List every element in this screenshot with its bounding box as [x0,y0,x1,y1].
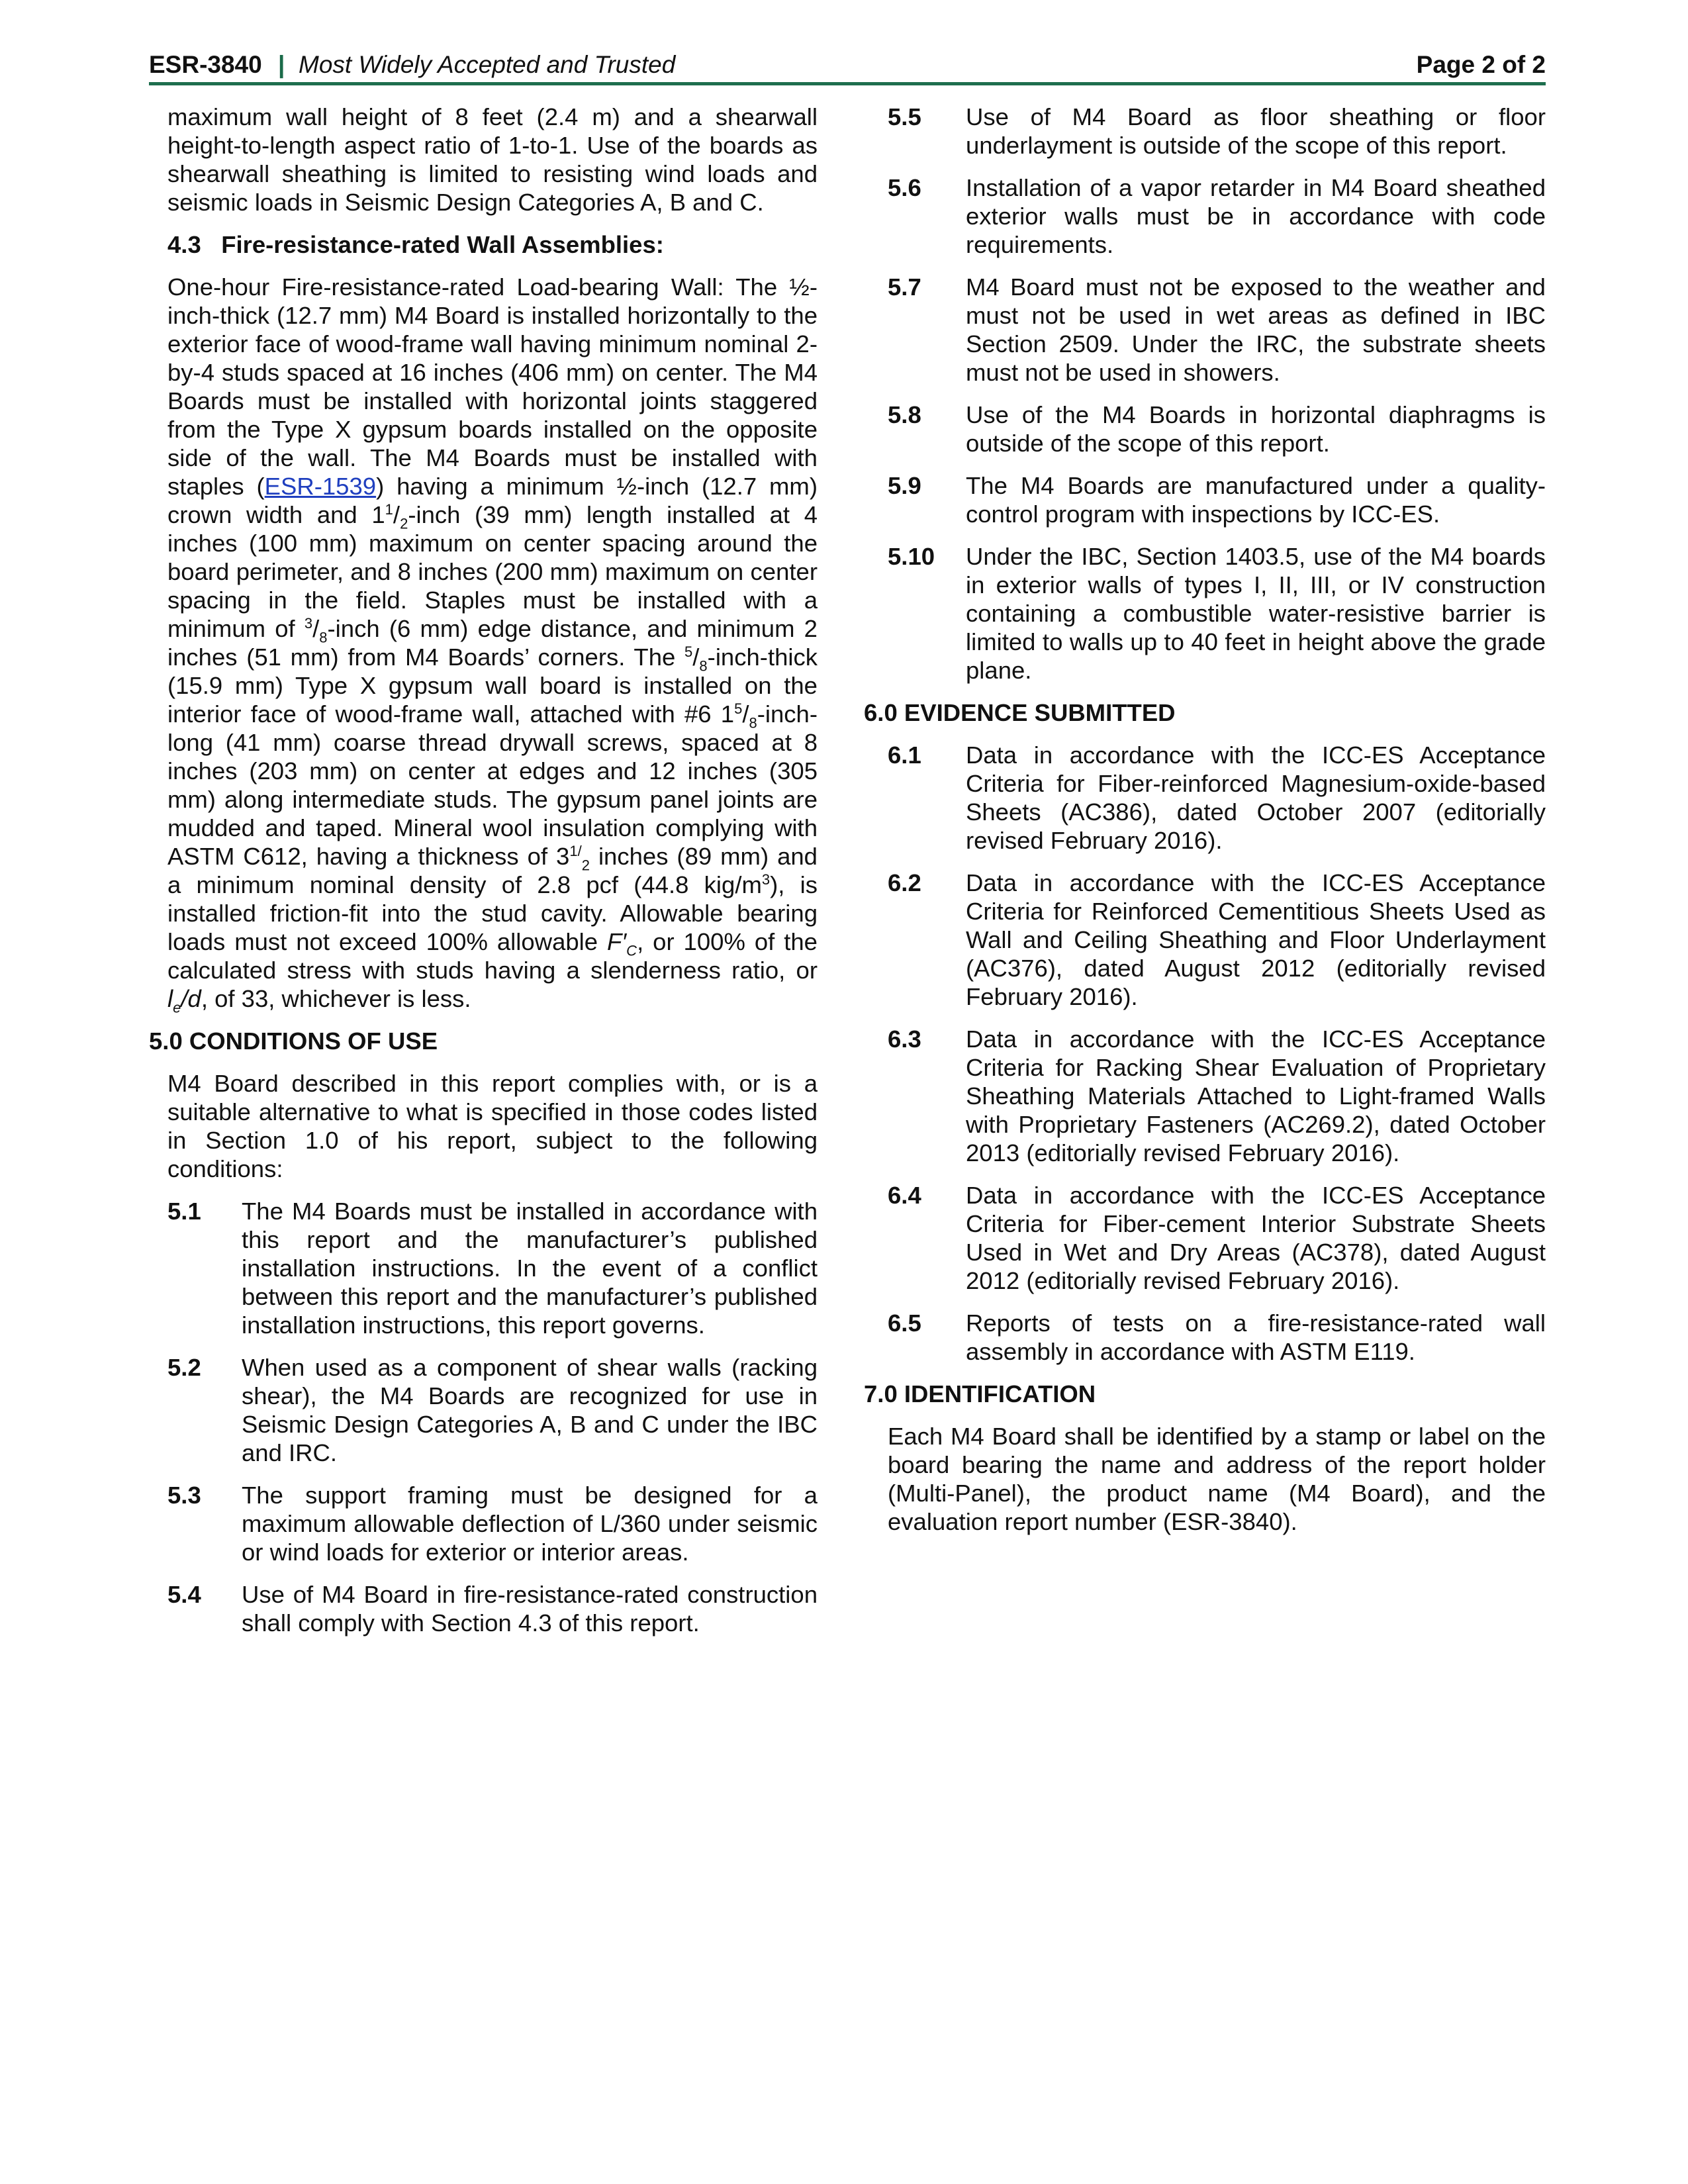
list-item [167,1580,818,1637]
italic-term: l [167,985,173,1012]
fraction-numerator: 3 [304,614,313,632]
item-number: 6.3 [888,1025,921,1053]
list-item [888,401,1546,457]
section-5-0-heading: 5.0 CONDITIONS OF USE [149,1027,438,1055]
esr-1539-link[interactable]: ESR-1539 [264,473,377,500]
conditions-intro: M4 Board described in this report complies with, or is a suitable alternative to what is specified in those codes listed in Section 1.0 of his report, subject to the following conditions: [167,1070,818,1182]
item-text: Use of M4 Board in fire-resistance-rated construction shall comply with Section 4.3 of this report. [242,1581,818,1637]
item-number: 5.2 [167,1354,201,1381]
item-number: 5.8 [888,401,921,428]
text-run: ) having a minimum ½-inch (12.7 mm) crown width and 1 [167,473,818,528]
text-run: -inch-long (41 mm) coarse thread drywall screws, spaced at 8 inches (203 mm) on center at edges and 12 inches (305 mm) along intermediate studs. The gypsum panel joints are mudded and taped. Mineral wool insulation complying with ASTM C612, having a thickness of 3 [167,700,818,870]
fraction-denominator: 8 [319,629,328,646]
item-number: 5.4 [167,1581,201,1608]
fraction-numerator: 1 [385,500,393,518]
item-text: Under the IBC, Section 1403.5, use of the M4 boards in exterior walls of types I, II, III, or IV construction containing a combustible water-resistive barrier is limited to walls up to 40 feet in height above the grade plane. [966,543,1546,684]
list-item [888,103,1546,160]
item-number: 5.10 [888,543,935,570]
list-item [888,741,1546,855]
fraction-numerator: 1/ [569,842,582,859]
text-run: , or 100% of the calculated stress with studs having a slenderness ratio, or [167,928,818,984]
text-run: One-hour Fire-resistance-rated Load-bearing Wall: The ½-inch-thick (12.7 mm) M4 Board is installed horizontally to the exterior face of wood-frame wall having minimum nominal 2-by-4 studs spaced at 16 inches (406 mm) on center. The M4 Boards must be installed with horizontal joints staggered from the Type X gypsum boards installed on the opposite side of the wall. The M4 Boards must be installed with staples ( [167,273,818,500]
italic-term: /d [181,985,201,1012]
item-number: 5.6 [888,174,921,201]
fraction-denominator: 8 [749,714,757,732]
fraction-numerator: 5 [684,643,693,660]
left-column [149,103,818,1651]
fire-rated-assembly-paragraph: One-hour Fire-resistance-rated Load-bearing Wall: The ½-inch-thick (12.7 mm) M4 Board is installed horizontally to the exterior face of wood-frame wall having minimum nominal 2-by-4 studs spaced at 16 inches (406 mm) on center. The M4 Boards must be installed with horizontal joints staggered from the Type X gypsum boards installed on the opposite side of the wall. The M4 Boards must be installed with staples (ESR-1539) having a minimum ½-inch (12.7 mm) crown width and $1^1/_2$-inch (39 mm) length installed at 4 inches (100 mm) maximum on center spacing around the board perimeter, and 8 inches (200 mm) maximum on center spacing in the field. Staples must be installed with a minimum of $^3/_8$-inch (6 mm) edge distance, and minimum 2 inches (51 mm) from M4 Boards’ corners. The $^5/_8-inch$-thick (15.9 mm) Type X gypsum wall board is installed on the interior face of wood-frame wall, attached with #6 $1^5/_8-inch$-long (41 mm) coarse thread drywall screws, spaced at 8 inches (203 mm) on center at edges and 12 inches (305 mm) along intermediate studs. The gypsum panel joints are mudded and taped. Mineral wool insulation complying with ASTM C612, having a thickness of $3^{1/}_2$ inches (89 mm) and a minimum nominal density of 2.8 pcf (44.8 kig/$m^3$), is installed friction-fit into the stud cavity. Allowable bearing loads must not exceed 100% allowable $F'_C$, or 100% of the calculated stress with studs having a slenderness ratio, or $l_e/d$, of 33, whichever is less. [167,273,818,1016]
paragraph-continued: maximum wall height of 8 feet (2.4 m) and a shearwall height-to-length aspect ratio of 1-to-1. Use of the boards as shearwall sheathing is limited to resisting wind loads and seismic loads in Seismic Design Categories A, B and C. [167,103,818,216]
item-number: 5.7 [888,273,921,301]
list-item [888,1181,1546,1295]
item-number: 6.4 [888,1182,921,1209]
list-item [888,471,1546,528]
list-item [888,869,1546,1011]
header-separator: | [278,51,285,78]
identification-paragraph: Each M4 Board shall be identified by a stamp or label on the board bearing the name and address of the report holder (Multi-Panel), the product name (M4 Board), and the evaluation report number (ESR-3840). [888,1423,1546,1535]
fraction-denominator: 2 [400,515,408,532]
list-item [888,173,1546,259]
item-text: Use of the M4 Boards in horizontal diaphragms is outside of the scope of this report. [966,401,1546,457]
item-text: Installation of a vapor retarder in M4 Board sheathed exterior walls must be in accordance with code requirements. [966,174,1546,258]
item-text: Reports of tests on a fire-resistance-rated wall assembly in accordance with ASTM E119. [966,1309,1546,1365]
superscript: 3 [761,871,771,888]
item-text: The M4 Boards are manufactured under a quality-control program with inspections by ICC-ES. [966,472,1546,528]
subscript: C [626,942,637,959]
right-column [864,103,1546,1550]
item-text: Use of M4 Board as floor sheathing or floor underlayment is outside of the scope of this report. [966,103,1546,159]
list-item [888,1309,1546,1366]
fraction-numerator: 5 [734,700,743,717]
italic-term: F′ [607,928,627,955]
text-run: -inch-thick (15.9 mm) Type X gypsum wall board is installed on the interior face of wood-frame wall, attached with #6 1 [167,643,818,728]
item-number: 6.2 [888,869,921,896]
item-text: Data in accordance with the ICC-ES Acceptance Criteria for Reinforced Cementitious Sheets Used as Wall and Ceiling Sheathing and Floor Underlayment (AC376), dated August 2012 (editorially revised February 2016). [966,869,1546,1010]
item-number: 5.5 [888,103,921,130]
header-rule [149,82,1546,85]
item-number: 6.5 [888,1309,921,1337]
text-run: inches (89 mm) and a minimum nominal density of 2.8 pcf (44.8 kig/m [167,843,818,898]
item-text: Data in accordance with the ICC-ES Acceptance Criteria for Fiber-reinforced Magnesium-oxide-based Sheets (AC386), dated October 2007 (editorially revised February 2016). [966,741,1546,854]
list-item [167,1197,818,1339]
section-title: Fire-resistance-rated Wall Assemblies: [221,231,664,258]
item-number: 5.9 [888,472,921,499]
report-id: ESR-3840 [149,51,262,78]
text-run: , of 33, whichever is less. [201,985,471,1012]
item-text: Data in accordance with the ICC-ES Acceptance Criteria for Fiber-cement Interior Substrate Sheets Used in Wet and Dry Areas (AC378), dated August 2012 (editorially revised February 2016). [966,1182,1546,1294]
item-text: The M4 Boards must be installed in accordance with this report and the manufacturer’s published installation instructions. In the event of a conflict between this report and the manufacturer’s published installation instructions, this report governs. [242,1198,818,1339]
section-7-0-heading: 7.0 IDENTIFICATION [864,1380,1096,1407]
subscript: e [173,999,181,1016]
list-item [167,1353,818,1467]
list-item [888,542,1546,685]
page-header [149,48,1546,82]
item-number: 5.1 [167,1198,201,1225]
text-run: -inch (6 mm) edge distance, and minimum 2 inches (51 mm) from M4 Boards’ corners. The [167,615,818,671]
section-6-0-heading: 6.0 EVIDENCE SUBMITTED [864,699,1176,726]
item-text: M4 Board must not be exposed to the weather and must not be used in wet areas as defined in IBC Section 2509. Under the IRC, the substrate sheets must not be used in showers. [966,273,1546,386]
item-text: When used as a component of shear walls (racking shear), the M4 Boards are recognized for use in Seismic Design Categories A, B and C under the IBC and IRC. [242,1354,818,1466]
section-number: 4.3 [167,231,201,258]
header-tagline: Most Widely Accepted and Trusted [299,51,676,78]
fraction-denominator: 8 [699,657,708,675]
page-number: Page 2 of 2 [1416,51,1546,78]
text-run: -inch (39 mm) length installed at 4 inches (100 mm) maximum on center spacing around the board perimeter, and 8 inches (200 mm) maximum on center spacing in the field. Staples must be installed with a minimum of [167,501,818,642]
list-item [888,273,1546,387]
item-text: Data in accordance with the ICC-ES Acceptance Criteria for Racking Shear Evaluation of Proprietary Sheathing Materials Attached to Light-framed Walls with Proprietary Fasteners (AC269.2), dated October 2013 (editorially revised February 2016). [966,1025,1546,1166]
section-4-3-heading [167,230,818,259]
list-item [888,1025,1546,1167]
item-text: The support framing must be designed for a maximum allowable deflection of L/360 under seismic or wind loads for exterior or interior areas. [242,1482,818,1566]
text-run: ), is installed friction-fit into the stud cavity. Allowable bearing loads must not exceed 100% allowable [167,871,818,955]
list-item [167,1481,818,1566]
item-number: 6.1 [888,741,921,769]
fraction-denominator: 2 [581,857,590,874]
item-number: 5.3 [167,1482,201,1509]
